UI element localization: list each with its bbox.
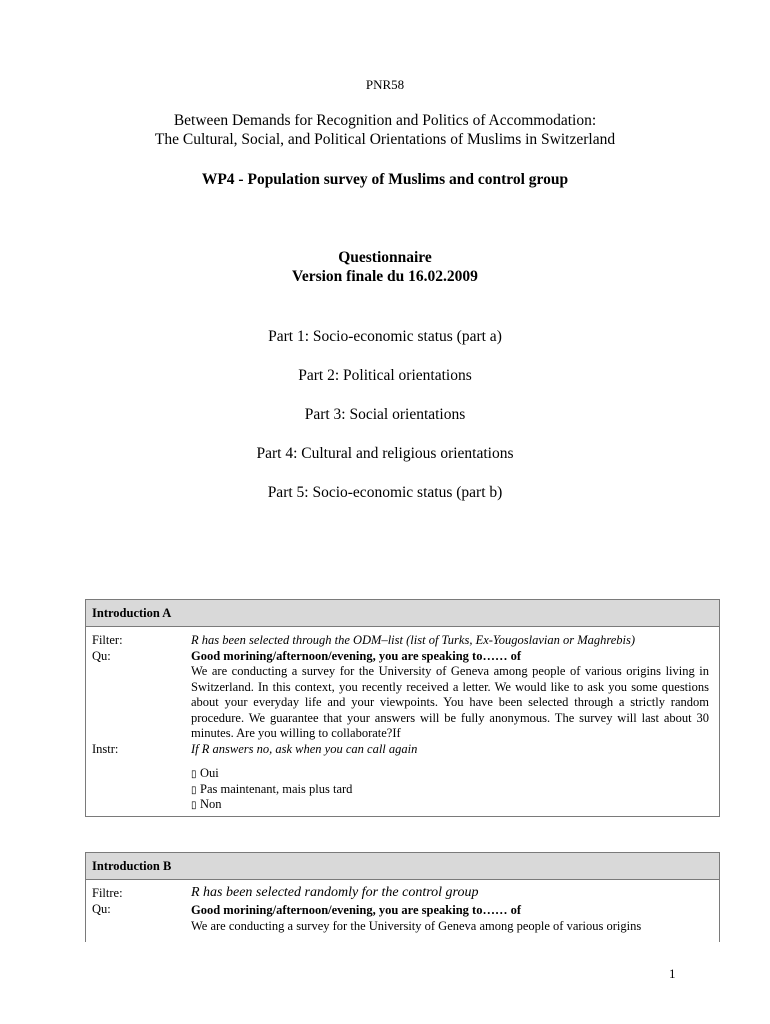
document-title-line1: Between Demands for Recognition and Politics of Accommodation:: [173, 112, 597, 129]
qu-label: Qu:: [92, 648, 111, 663]
questionnaire-title: Questionnaire: [338, 249, 432, 266]
filter-label: Filter:: [92, 633, 123, 647]
part-5: Part 5: Socio-economic status (part b): [267, 484, 503, 501]
greeting-text: Good morining/afternoon/evening, you are speaking to…… of: [191, 648, 521, 663]
missing-glyph-box-icon: ▯: [191, 784, 197, 796]
introduction-a-box: [85, 599, 720, 817]
introduction-b-heading: Introduction B: [86, 853, 719, 880]
filtre-label: Filtre:: [92, 886, 123, 900]
missing-glyph-box-icon: ▯: [191, 769, 197, 780]
instr-text: If R answers no, ask when you can call again: [191, 741, 418, 756]
qu-label: Qu:: [92, 901, 111, 916]
option-label: Pas maintenant, mais plus tard: [200, 781, 353, 796]
option-label: Oui: [200, 766, 219, 780]
option-pas-maintenant[interactable]: [191, 782, 352, 799]
work-package-title: WP4 - Population survey of Muslims and control group: [201, 171, 569, 188]
option-non[interactable]: [191, 797, 222, 814]
instr-label: Instr:: [92, 741, 119, 756]
introduction-b-box: [85, 852, 720, 942]
part-2: Part 2: Political orientations: [298, 367, 472, 384]
missing-glyph-box-icon: ▯: [191, 800, 197, 811]
greeting-text: Good morining/afternoon/evening, you are speaking to…… of: [191, 903, 521, 917]
intro-body-text: We are conducting a survey for the University of Geneva among people of various origins living in Switzerland. In this context, you recently received a letter. We would like to ask you some questions about your everyday life and your viewpoints. You have been selected through a strictly random procedure. We guarantee that your answers will be fully anonymous. The survey will last about 30 minutes. Are you willing to collaborate?If: [191, 664, 709, 740]
page-number: 1: [669, 966, 676, 981]
introduction-a-heading: Introduction A: [86, 600, 719, 627]
questionnaire-version: Version finale du 16.02.2009: [292, 268, 478, 285]
option-oui[interactable]: [191, 766, 219, 783]
document-code: PNR58: [365, 77, 405, 92]
part-1: Part 1: Socio-economic status (part a): [268, 328, 502, 345]
filter-text: R has been selected through the ODM–list (list of Turks, Ex-Yougoslavian or Maghrebis): [191, 633, 636, 647]
part-3: Part 3: Social orientations: [304, 406, 466, 423]
part-4: Part 4: Cultural and religious orientations: [256, 445, 514, 462]
filtre-text: R has been selected randomly for the control group: [191, 885, 479, 900]
option-label: Non: [200, 797, 222, 811]
intro-body-text: We are conducting a survey for the University of Geneva among people of various origins: [191, 918, 642, 933]
document-title-line2: The Cultural, Social, and Political Orientations of Muslims in Switzerland: [154, 131, 616, 148]
